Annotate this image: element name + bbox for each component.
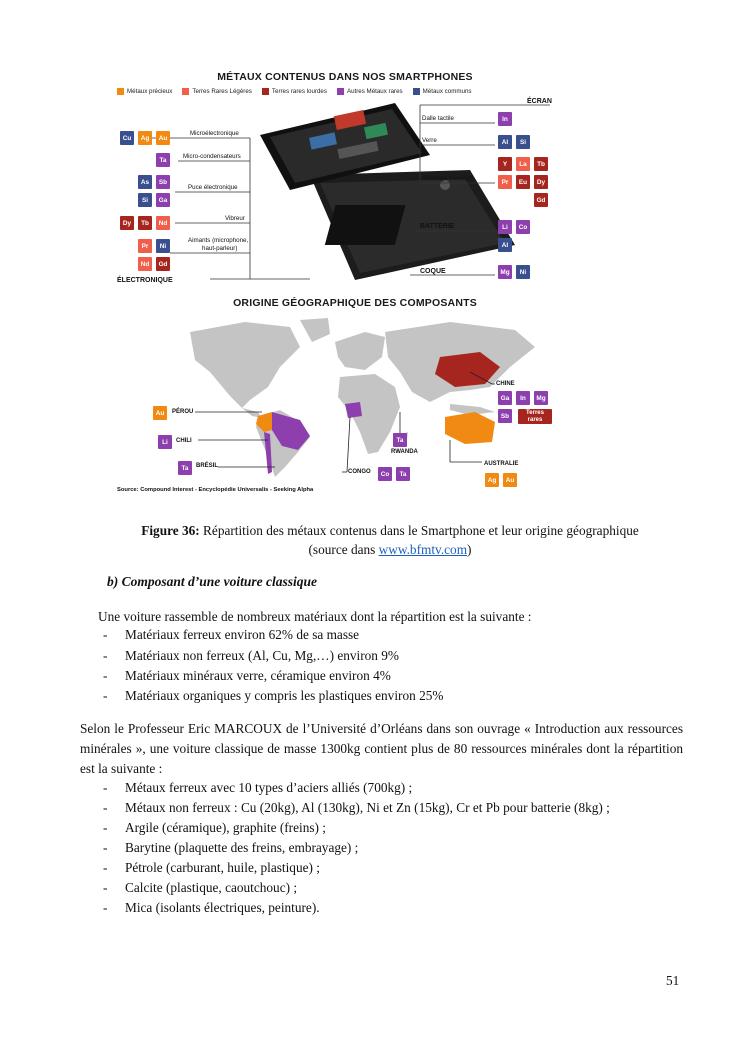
element-tile: Tb: [534, 157, 548, 171]
label-aimants: Aimants (microphone,: [188, 237, 249, 244]
label-electronique: ÉLECTRONIQUE: [117, 277, 173, 284]
country-label-chili: CHILI: [176, 438, 192, 444]
phone-back-illustration: [310, 170, 515, 280]
map-figure-title: ORIGINE GÉOGRAPHIQUE DES COMPOSANTS: [233, 297, 477, 309]
element-tile: Li: [498, 220, 512, 234]
figure-source: Source: Compound Interest - Encyclopédie Universalis - Seeking Alpha: [117, 487, 314, 493]
element-tile: Nd: [156, 216, 170, 230]
element-tile: Ta: [178, 461, 192, 475]
label-microelectronique: Microélectronique: [190, 130, 239, 137]
label-batterie: BATTERIE: [420, 223, 455, 230]
element-tile: Au: [156, 131, 170, 145]
element-tile: Ag: [485, 473, 499, 487]
legend-item-precious: Métaux précieux: [117, 88, 172, 95]
element-tile: Co: [516, 220, 530, 234]
country-label-chine: CHINE: [496, 381, 515, 387]
figure-caption: [80, 521, 700, 559]
legend-item-common-metals: Métaux communs: [413, 88, 472, 95]
legend-item-other-rare-metals: Autres Métaux rares: [337, 88, 403, 95]
label-verre: Verre: [422, 137, 437, 144]
element-tile: Co: [378, 467, 392, 481]
element-tile: Li: [158, 435, 172, 449]
element-tile: Tb: [138, 216, 152, 230]
world-map: [150, 312, 540, 482]
legend-swatch: [262, 88, 269, 95]
element-tile: Al: [498, 135, 512, 149]
element-tile: Al: [498, 238, 512, 252]
element-tile: As: [138, 175, 152, 189]
element-tile: Si: [516, 135, 530, 149]
label-haut-parleur: haut-parleur): [202, 245, 238, 252]
label-affichage-couleurs: Affichage couleurs: [422, 175, 473, 182]
element-tile: Dy: [534, 175, 548, 189]
element-tile: Ga: [156, 193, 170, 207]
intro-text: Une voiture rassemble de nombreux matériaux dont la répartition est la suivante :: [98, 609, 532, 624]
element-tile: Si: [138, 193, 152, 207]
australia-region: [445, 412, 495, 444]
element-tile: Pr: [138, 239, 152, 253]
element-tile: Ga: [498, 391, 512, 405]
element-tile: Ta: [393, 433, 407, 447]
country-label-rwanda: RWANDA: [391, 449, 418, 455]
caption-source-post: ): [467, 542, 472, 557]
smartphone-figure-title: MÉTAUX CONTENUS DANS NOS SMARTPHONES: [217, 71, 473, 83]
element-tile-rare-earths: Terres rares: [518, 409, 552, 424]
element-tile: Ta: [156, 153, 170, 167]
body-paragraph: Selon le Professeur Eric MARCOUX de l’Université d’Orléans dans son ouvrage « Introduction aux ressources minérales », une voiture classique de masse 1300kg contient plus de 80 ressources minérales dont la répartition est la suivante :: [80, 721, 683, 776]
legend-item-light-rare-earths: Terres Rares Légères: [182, 88, 252, 95]
element-tile: Ag: [138, 131, 152, 145]
element-tile: Gd: [534, 193, 548, 207]
element-tile: Ni: [516, 265, 530, 279]
element-tile: Au: [503, 473, 517, 487]
element-tile: Eu: [516, 175, 530, 189]
label-ecran: ÉCRAN: [527, 98, 552, 105]
element-tile: In: [516, 391, 530, 405]
element-tile: In: [498, 112, 512, 126]
element-tile: Mg: [498, 265, 512, 279]
legend: [117, 88, 472, 95]
legend-swatch: [337, 88, 344, 95]
country-label-congo: CONGO: [348, 469, 371, 475]
page-number: 51: [666, 973, 680, 988]
element-tile: Sb: [156, 175, 170, 189]
caption-text: Répartition des métaux contenus dans le Smartphone et leur origine géographique: [199, 523, 639, 538]
element-tile: Gd: [156, 257, 170, 271]
element-tile: Y: [498, 157, 512, 171]
element-tile: Nd: [138, 257, 152, 271]
label-vibreur: Vibreur: [225, 215, 245, 222]
element-tile: Au: [153, 406, 167, 420]
element-tile: La: [516, 157, 530, 171]
label-coque: COQUE: [420, 268, 446, 275]
legend-swatch: [117, 88, 124, 95]
element-tile: Mg: [534, 391, 548, 405]
element-tile: Cu: [120, 131, 134, 145]
legend-swatch: [182, 88, 189, 95]
label-dalle-tactile: Dalle tactile: [422, 115, 454, 122]
section-heading: b) Composant d’une voiture classique: [107, 574, 318, 589]
element-tile: Pr: [498, 175, 512, 189]
label-puce-electronique: Puce électronique: [188, 184, 238, 191]
element-tile: Ni: [156, 239, 170, 253]
congo-region: [345, 402, 362, 418]
element-tile: Dy: [120, 216, 134, 230]
element-tile: Sb: [498, 409, 512, 423]
legend-item-heavy-rare-earths: Terres rares lourdes: [262, 88, 327, 95]
caption-label: Figure 36:: [141, 523, 200, 538]
legend-swatch: [413, 88, 420, 95]
caption-link[interactable]: www.bfmtv.com: [378, 542, 468, 557]
country-label-perou: PÉROU: [172, 409, 194, 415]
country-label-bresil: BRÉSIL: [196, 463, 219, 469]
caption-source-pre: (source dans: [308, 542, 379, 557]
label-micro-condensateurs: Micro-condensateurs: [183, 153, 241, 160]
country-label-australie: AUSTRALIE: [484, 461, 519, 467]
element-tile: Ta: [396, 467, 410, 481]
